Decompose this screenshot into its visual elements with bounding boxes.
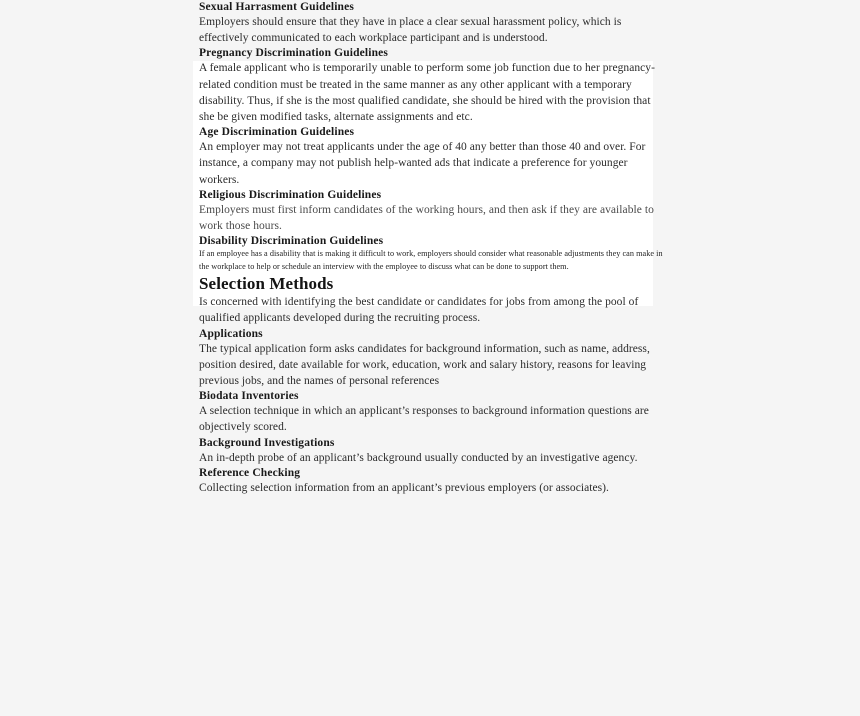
heading-background-investigations: Background Investigations — [199, 436, 335, 449]
paragraph-age-discrimination-guidelines: An employer may not treat applicants under the age of 40 any better than those 40 and over. For instance, a company may not publish help-wanted ads that indicate a preference for younger workers. — [199, 141, 646, 186]
paragraph-religious-discrimination-guidelines: Employers must first inform candidates of the working hours, and then ask if they are available to work those hours. — [199, 203, 654, 233]
heading-applications: Applications — [199, 327, 263, 340]
paragraph-sexual-harassment-guidelines: Employers should ensure that they have in place a clear sexual harassment policy, which is effectively communicated to each workplace participant and is understood. — [199, 16, 622, 45]
heading-sexual-harassment-guidelines: Sexual Harrasment Guidelines — [199, 1, 354, 13]
heading-pregnancy-discrimination-guidelines: Pregnancy Discrimination Guidelines — [199, 47, 389, 60]
heading-reference-checking: Reference Checking — [199, 466, 301, 479]
paragraph-background-investigations: An in-depth probe of an applicant’s background usually conducted by an investigative agency. — [199, 451, 638, 464]
paragraph-biodata-inventories: A selection technique in which an applicant’s responses to background information questions are objectively scored. — [199, 405, 649, 434]
document-content — [199, 0, 661, 496]
heading-biodata-inventories: Biodata Inventories — [199, 390, 299, 403]
paragraph-reference-checking: Collecting selection information from an applicant’s previous employers (or associates). — [199, 481, 609, 494]
heading-age-discrimination-guidelines: Age Discrimination Guidelines — [199, 126, 355, 139]
heading-disability-discrimination-guidelines: Disability Discrimination Guidelines — [199, 235, 384, 248]
paragraph-applications: The typical application form asks candidates for background information, such as name, address, position desired, date available for work, education, work and salary history, reasons for leaving previous jobs, and the names of personal references — [199, 342, 650, 388]
paragraph-selection-methods: Is concerned with identifying the best candidate or candidates for jobs from among the pool of qualified applicants developed during the recruiting process. — [199, 296, 639, 325]
paragraph-pregnancy-discrimination-guidelines: A female applicant who is temporarily unable to perform some job function due to her pregnancy-related condition must be treated in the same manner as any other applicant with a temporary disability. Thus, if she is the most qualified candidate, she should be hired with the provision that she be given modified tasks, alternate assignments and etc. — [199, 62, 655, 124]
heading-religious-discrimination-guidelines: Religious Discrimination Guidelines — [199, 188, 382, 201]
paragraph-disability-discrimination-guidelines: If an employee has a disability that is making it difficult to work, employers should consider what reasonable adjustments they can make in the workplace to help or schedule an interview with the employee to discuss what can be done to support them. — [199, 249, 663, 271]
heading-selection-methods: Selection Methods — [199, 274, 334, 294]
